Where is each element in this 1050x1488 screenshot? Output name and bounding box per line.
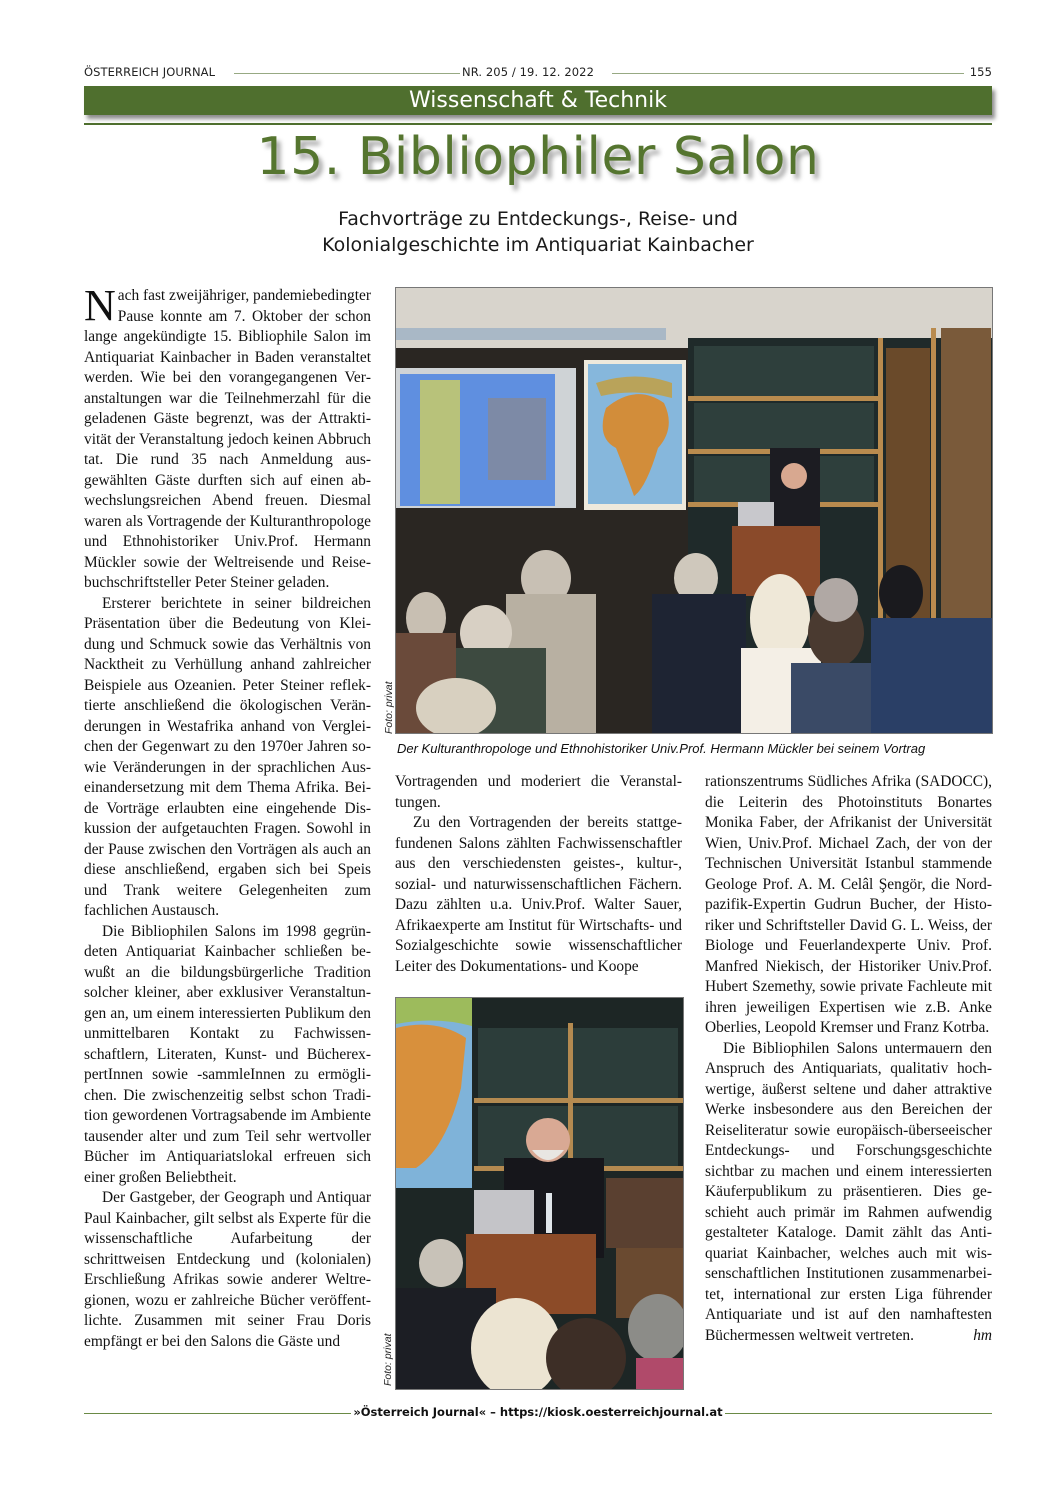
article-subtitle — [84, 206, 992, 258]
paragraph: Der Gastgeber, der Geograph und Antiquar Paul Kainbacher, gilt selbst als Experte für die wissenschaftliche Aufarbeitung der schrittweisen Entdeckung und (kolonialen) Erschließung Afrikas sowie anderer Weltregionen, wozu er zahlreiche Bücher veröffentlichte. Zusammen mit seiner Frau Doris empfängt er bei den Salons die Gäste und — [84, 1189, 371, 1350]
paragraph: rationszentrums Südliches Afrika (SADOCC), die Leiterin des Photoinstituts Bonartes Monika Faber, der Afrikanist der Universität Wien, Univ.Prof. Michael Zach, der von der Technischen Universität Istanbul stammende Geologe Prof. A. M. Celâl Şengör, die Nordpazifik-Expertin Gudrun Bucher, der Historiker und Schriftsteller David G. L. Weiss, der Biologe und Feuerlandexperte Univ. Prof. Manfred Niekisch, der Historiker Univ.Prof. Hubert Szemethy, sowie private Fachleute mit ihren jeweiligen Expertisen wie z.B. Anke Oberlies, Leopold Kremser und Franz Kotrba. — [705, 773, 992, 1036]
page-number: 155 — [969, 65, 992, 79]
text-column-1 — [84, 281, 371, 1352]
section-rule — [84, 123, 992, 125]
paragraph — [705, 1039, 992, 1347]
photo-credit: Foto: privat — [383, 681, 395, 734]
publication-name: ÖSTERREICH JOURNAL — [84, 65, 216, 79]
lecture-photo-image — [396, 288, 992, 733]
paragraph-text: Die Bibliophilen Salons untermauern den Anspruch des Antiquariats, qualitativ hochwertige, äußerst seltene und daher attraktive Werke insbesondere aus den Bereichen der Reiseliteratur sowie europäisch-überseeischer Entdeckungs- und Forschungsgeschichte sichtbar zu machen und einem interessierten Käuferpublikum zu präsentieren. Dies geschieht auch primär im Rahmen aufwendig gestalteter Kataloge. Damit zählt das Antiquariat Kainbacher, welches auch mit wissenschaftlichen Institutionen zusammenarbeitet, international zur ersten Liga führender Antiquariate und ist auf den namhaftesten Büchermessen weltweit vertreten. — [705, 1039, 992, 1344]
photo-caption: Der Kulturanthropologe und Ethnohistoriker Univ.Prof. Hermann Mückler bei seinem Vortrag — [397, 741, 926, 756]
footer-text-wrap — [84, 1405, 992, 1419]
header-rule — [612, 73, 964, 74]
paragraph: Ersterer berichtete in seiner bildreichen Präsentation über die Bedeutung von Kleidung und Schmuck sowie das Verhältnis von Nacktheit zu Verhüllung anhand zahlreicher Beispiele aus Ozeanien. Peter Steiner reflektierte anschließend die ökologischen Veränderungen in Westafrika anhand von Vergleichen der Gegenwart zu den 1970er Jahren sowie Veränderungen in der sprachlichen Auseinandersetzung mit dem Thema Afrika. Beide Vorträge erlaubten eine eingehende Diskussion der aufgetauchten Fragen. Sowohl in der Pause zwischen den Vorträgen als auch an diese anschließend, ergaben sich bei Speis und Trank weitere Gelegenheiten zum fachlichen Austausch. — [84, 594, 371, 919]
paragraph — [84, 281, 371, 594]
text-column-2 — [395, 772, 682, 977]
page-footer — [84, 1405, 992, 1421]
subtitle-line: Kolonialgeschichte im Antiquariat Kainbacher — [322, 234, 754, 256]
lecture-photo — [395, 287, 993, 734]
text-column-3 — [705, 772, 992, 1346]
drop-cap: N — [84, 281, 116, 330]
header-rule — [234, 73, 460, 74]
paragraph: Vortragenden und moderiert die Veranstaltungen. — [395, 773, 682, 811]
subtitle-line: Fachvorträge zu Entdeckungs-, Reise- und — [338, 208, 738, 230]
paragraph: Die Bibliophilen Salons im 1998 gegründeten Antiquariat Kainbacher schließen bewußt an die bildungsbürgerliche Tradition solcher kleiner, aber exklusiver Veranstaltungen an, um einem interessierten Publikum den unmittelbaren Kontakt zu Fachwissenschaftlern, Literaten, Kunst- und BücherexpertInnen sowie -sammleInnen zu ermöglichen. Die zwischenzeitig selbst schon Tradition gewordenen Vortragsabende im Ambiente tausender alter und zum Teil sehr wertvoller Bücher im Antiquariatslokal erfreuen sich einer großen Beliebtheit. — [84, 922, 371, 1186]
section-title: Wissenschaft & Technik — [409, 88, 667, 113]
paragraph: Zu den Vortragenden der bereits stattgefundenen Salons zählten Fachwissenschaftler aus den verschiedensten geistes-, kultur-, sozial- und naturwissenschaftlichen Fächern. Dazu zählten u.a. Univ.Prof. Walter Sauer, Afrikaexperte am Institut für Wirtschafts- und Sozialgeschichte sowie wissenschaftlicher Leiter des Dokumentations- und Koope — [395, 814, 682, 975]
footer-link[interactable]: »Österreich Journal« – https://kiosk.oesterreichjournal.at — [353, 1405, 723, 1419]
issue-info: NR. 205 / 19. 12. 2022 — [462, 65, 594, 79]
article-title: 15. Bibliophiler Salon — [256, 127, 820, 187]
photo-credit: Foto: privat — [382, 1333, 394, 1386]
speaker-photo — [395, 997, 684, 1390]
section-banner — [84, 86, 992, 115]
author-signature: hm — [973, 1326, 992, 1344]
paragraph-text: ach fast zweijähriger, pandemiebedingter Pause konnte am 7. Oktober der schon lange angekündigte 15. Bibliophile Salon im Antiquariat Kainbacher in Baden veranstaltet werden. Wie bei den vorangegangenen Veranstaltungen war die Teilnehmerzahl für die geladenen Gäste begrenzt, was der Attraktivität der Veranstaltung jedoch keinen Abbruch tat. Die rund 35 nach Anmeldung ausgewählten Gäste durften sich auf einen abwechslungsreichen Abend freuen. Diesmal waren als Vortragende der Kulturanthropologe und Ethnohistoriker Univ.Prof. Hermann Mückler sowie der Weltreisende und Reisebuchschriftsteller Peter Steiner geladen. — [84, 287, 371, 591]
running-header — [84, 64, 992, 82]
speaker-photo-image — [396, 998, 683, 1389]
